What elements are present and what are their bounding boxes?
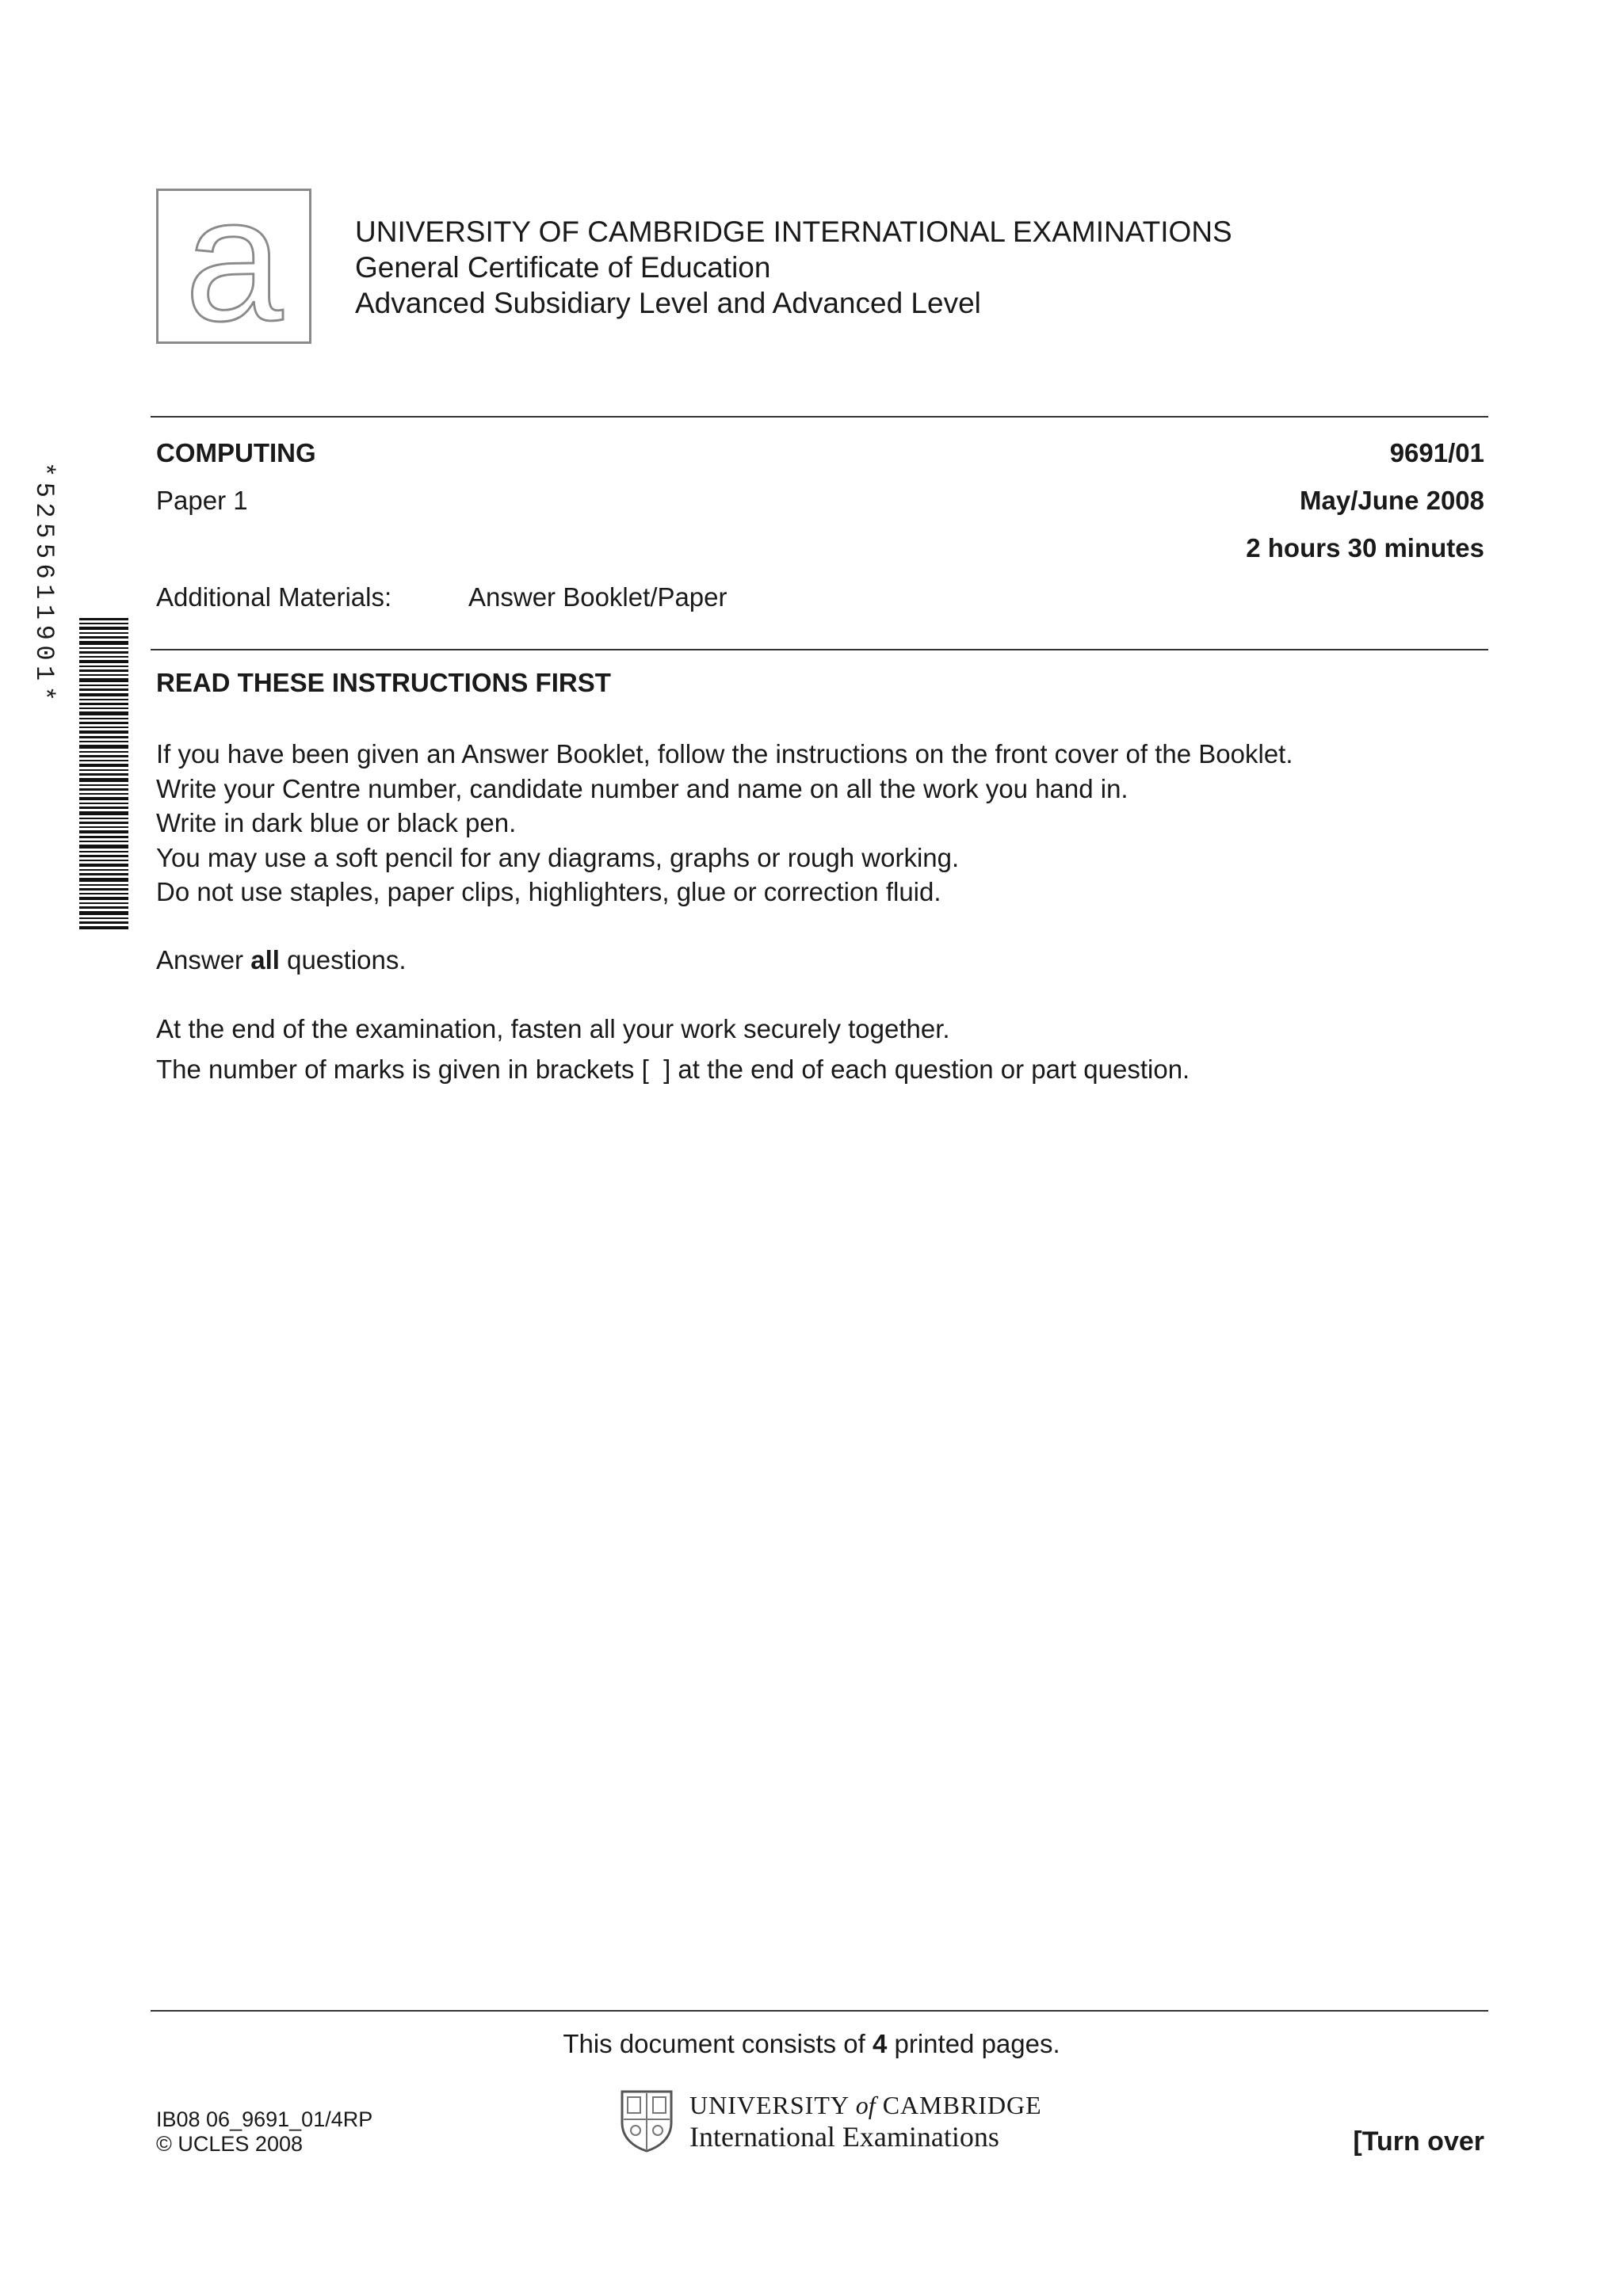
- cambridge-logo: [620, 2089, 1042, 2153]
- end-instruction-2: The number of marks is given in brackets [ ] at the end of each question or part question.: [156, 1055, 1190, 1084]
- copyright: © UCLES 2008: [156, 2132, 303, 2156]
- materials-value: Answer Booklet/Paper: [468, 582, 727, 612]
- header-line-1: UNIVERSITY OF CAMBRIDGE INTERNATIONAL EXAMINATIONS: [355, 215, 1232, 248]
- letter-a-logo-icon: [158, 160, 309, 358]
- cambridge-logo-line-2: International Examinations: [689, 2121, 999, 2153]
- duration: 2 hours 30 minutes: [1246, 533, 1484, 563]
- instruction-line: Write your Centre number, candidate number and name on all the work you hand in.: [156, 773, 1128, 803]
- instruction-line: If you have been given an Answer Booklet, follow the instructions on the front cover of the Booklet.: [156, 739, 1293, 769]
- end-instruction-1: At the end of the examination, fasten all your work securely together.: [156, 1014, 950, 1043]
- reference-code: IB08 06_9691_01/4RP: [156, 2107, 373, 2131]
- instruction-line: You may use a soft pencil for any diagrams, graphs or rough working.: [156, 842, 960, 872]
- header-title-block: [355, 214, 1232, 321]
- svg-text:a: a: [185, 160, 283, 358]
- footer-divider: [151, 2010, 1488, 2012]
- instructions-heading: READ THESE INSTRUCTIONS FIRST: [156, 668, 611, 697]
- page-count-note: This document consists of 4 printed pages.: [563, 2029, 1060, 2058]
- instructions-list: [156, 737, 1293, 910]
- header-line-2: General Certificate of Education: [355, 251, 771, 284]
- session: May/June 2008: [1300, 486, 1484, 515]
- barcode-text: *5255611901*: [29, 462, 59, 707]
- header-line-3: Advanced Subsidiary Level and Advanced Level: [355, 287, 981, 319]
- paper-code: 9691/01: [1389, 438, 1484, 467]
- footer-reference: [156, 2107, 372, 2157]
- exam-board-logo: [156, 160, 311, 358]
- answer-instruction: Answer all questions.: [156, 945, 407, 974]
- subject: COMPUTING: [156, 438, 316, 467]
- crest-icon: [620, 2089, 674, 2153]
- materials-label: Additional Materials:: [156, 582, 392, 612]
- top-divider: [151, 416, 1488, 418]
- instruction-line: Do not use staples, paper clips, highlighters, glue or correction fluid.: [156, 877, 941, 906]
- barcode: [29, 462, 131, 931]
- turn-over: [Turn over: [1353, 2126, 1484, 2157]
- barcode-icon: [29, 462, 131, 931]
- paper-number: Paper 1: [156, 486, 248, 515]
- instruction-line: Write in dark blue or black pen.: [156, 808, 517, 837]
- page-count: 4: [872, 2029, 888, 2058]
- cambridge-logo-line-1: UNIVERSITY of CAMBRIDGE: [689, 2091, 1042, 2119]
- answer-all-emphasis: all: [250, 945, 280, 974]
- instructions-divider: [151, 649, 1488, 650]
